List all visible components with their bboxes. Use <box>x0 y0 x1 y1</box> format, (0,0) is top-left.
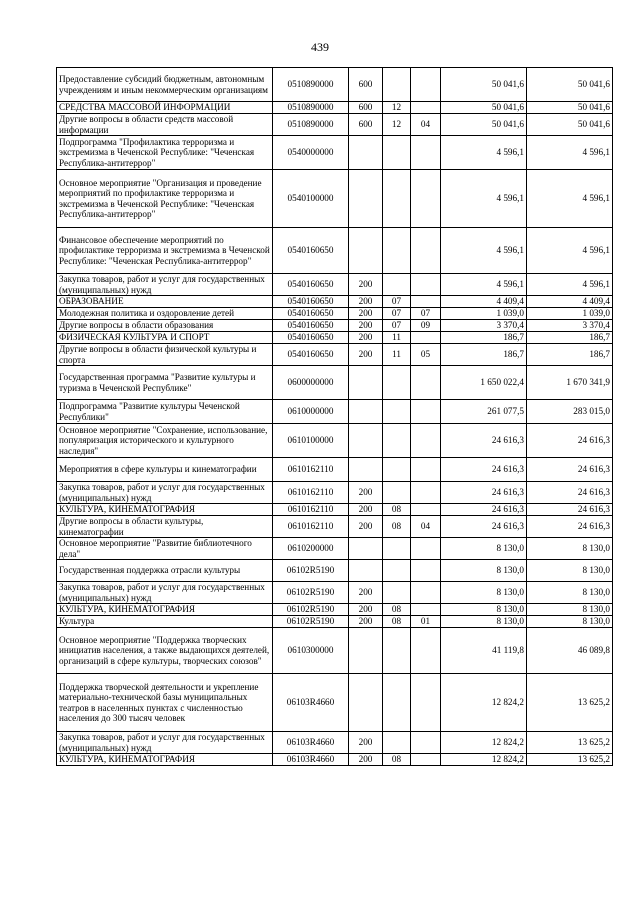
row-name: Другие вопросы в области физической культуры и спорта <box>57 344 273 366</box>
table-row <box>57 308 613 320</box>
expense-type: 600 <box>349 68 383 102</box>
subsection <box>411 366 441 400</box>
row-name: Мероприятия в сфере культуры и кинематографии <box>57 458 273 482</box>
amount-year-1: 12 824,2 <box>441 732 527 754</box>
amount-year-1: 50 041,6 <box>441 102 527 114</box>
expense-type: 200 <box>349 504 383 516</box>
expense-type <box>349 458 383 482</box>
subsection <box>411 754 441 766</box>
target-code: 0540160650 <box>273 332 349 344</box>
subsection <box>411 504 441 516</box>
amount-year-2: 24 616,3 <box>527 482 613 504</box>
amount-year-2: 1 039,0 <box>527 308 613 320</box>
amount-year-2: 8 130,0 <box>527 616 613 628</box>
amount-year-2: 50 041,6 <box>527 102 613 114</box>
table-row <box>57 516 613 538</box>
amount-year-2: 24 616,3 <box>527 424 613 458</box>
target-code: 0610200000 <box>273 538 349 560</box>
amount-year-2: 4 596,1 <box>527 274 613 296</box>
section: 07 <box>383 308 411 320</box>
amount-year-1: 4 596,1 <box>441 274 527 296</box>
table-row <box>57 228 613 274</box>
table-row <box>57 68 613 102</box>
subsection <box>411 400 441 424</box>
expense-type: 200 <box>349 604 383 616</box>
expense-type <box>349 366 383 400</box>
row-name: ОБРАЗОВАНИЕ <box>57 296 273 308</box>
amount-year-1: 24 616,3 <box>441 458 527 482</box>
amount-year-2: 13 625,2 <box>527 732 613 754</box>
table-row <box>57 628 613 674</box>
amount-year-2: 4 596,1 <box>527 170 613 228</box>
section: 08 <box>383 604 411 616</box>
target-code: 06102R5190 <box>273 560 349 582</box>
expense-type <box>349 136 383 170</box>
expense-type: 200 <box>349 582 383 604</box>
amount-year-1: 1 039,0 <box>441 308 527 320</box>
budget-table <box>56 67 613 766</box>
target-code: 0610162110 <box>273 504 349 516</box>
amount-year-2: 4 409,4 <box>527 296 613 308</box>
amount-year-2: 8 130,0 <box>527 560 613 582</box>
table-row <box>57 136 613 170</box>
section <box>383 136 411 170</box>
table-row <box>57 458 613 482</box>
amount-year-1: 8 130,0 <box>441 604 527 616</box>
target-code: 06102R5190 <box>273 582 349 604</box>
amount-year-2: 186,7 <box>527 344 613 366</box>
amount-year-2: 50 041,6 <box>527 114 613 136</box>
row-name: Основное мероприятие "Сохранение, использование, популяризация исторического и культурного наследия" <box>57 424 273 458</box>
target-code: 0610000000 <box>273 400 349 424</box>
subsection: 09 <box>411 320 441 332</box>
section: 12 <box>383 114 411 136</box>
row-name: Культура <box>57 616 273 628</box>
amount-year-2: 24 616,3 <box>527 504 613 516</box>
table-row <box>57 560 613 582</box>
amount-year-2: 24 616,3 <box>527 458 613 482</box>
section <box>383 400 411 424</box>
expense-type: 200 <box>349 320 383 332</box>
expense-type <box>349 170 383 228</box>
amount-year-2: 3 370,4 <box>527 320 613 332</box>
row-name: Подпрограмма "Профилактика терроризма и экстремизма в Чеченской Республике: "Чеченская Республика-антитеррор" <box>57 136 273 170</box>
amount-year-1: 24 616,3 <box>441 516 527 538</box>
section <box>383 228 411 274</box>
amount-year-1: 50 041,6 <box>441 68 527 102</box>
amount-year-2: 283 015,0 <box>527 400 613 424</box>
expense-type <box>349 560 383 582</box>
table-row <box>57 754 613 766</box>
subsection <box>411 136 441 170</box>
table-row <box>57 732 613 754</box>
row-name: КУЛЬТУРА, КИНЕМАТОГРАФИЯ <box>57 504 273 516</box>
section <box>383 582 411 604</box>
amount-year-1: 8 130,0 <box>441 560 527 582</box>
expense-type: 200 <box>349 274 383 296</box>
expense-type: 200 <box>349 296 383 308</box>
table-row <box>57 320 613 332</box>
amount-year-1: 24 616,3 <box>441 424 527 458</box>
row-name: Другие вопросы в области культуры, кинематографии <box>57 516 273 538</box>
section <box>383 274 411 296</box>
target-code: 06102R5190 <box>273 604 349 616</box>
amount-year-1: 186,7 <box>441 344 527 366</box>
amount-year-2: 13 625,2 <box>527 674 613 732</box>
subsection <box>411 296 441 308</box>
amount-year-1: 8 130,0 <box>441 538 527 560</box>
row-name: Государственная поддержка отрасли культуры <box>57 560 273 582</box>
section: 11 <box>383 344 411 366</box>
target-code: 0540000000 <box>273 136 349 170</box>
subsection: 04 <box>411 516 441 538</box>
subsection <box>411 102 441 114</box>
amount-year-1: 24 616,3 <box>441 482 527 504</box>
table-row <box>57 482 613 504</box>
row-name: Предоставление субсидий бюджетным, автономным учреждениям и иным некоммерческим организациям <box>57 68 273 102</box>
section: 12 <box>383 102 411 114</box>
section <box>383 68 411 102</box>
row-name: Молодежная политика и оздоровление детей <box>57 308 273 320</box>
subsection <box>411 482 441 504</box>
section: 11 <box>383 332 411 344</box>
target-code: 0540160650 <box>273 296 349 308</box>
table-row <box>57 114 613 136</box>
expense-type: 200 <box>349 308 383 320</box>
amount-year-1: 261 077,5 <box>441 400 527 424</box>
amount-year-1: 186,7 <box>441 332 527 344</box>
subsection: 05 <box>411 344 441 366</box>
target-code: 06103R4660 <box>273 732 349 754</box>
row-name: КУЛЬТУРА, КИНЕМАТОГРАФИЯ <box>57 604 273 616</box>
expense-type: 200 <box>349 732 383 754</box>
amount-year-1: 4 409,4 <box>441 296 527 308</box>
target-code: 06103R4660 <box>273 674 349 732</box>
amount-year-1: 50 041,6 <box>441 114 527 136</box>
subsection <box>411 332 441 344</box>
row-name: Основное мероприятие "Организация и проведение мероприятий по профилактике терроризма и экстремизма в Чеченской Республике: "Чеченская Республика-антитеррор" <box>57 170 273 228</box>
amount-year-2: 8 130,0 <box>527 604 613 616</box>
subsection <box>411 170 441 228</box>
section <box>383 674 411 732</box>
target-code: 06103R4660 <box>273 754 349 766</box>
table-row <box>57 604 613 616</box>
section: 08 <box>383 616 411 628</box>
subsection <box>411 228 441 274</box>
subsection <box>411 68 441 102</box>
subsection <box>411 628 441 674</box>
amount-year-2: 1 670 341,9 <box>527 366 613 400</box>
target-code: 0510890000 <box>273 102 349 114</box>
section <box>383 628 411 674</box>
row-name: Закупка товаров, работ и услуг для государственных (муниципальных) нужд <box>57 482 273 504</box>
amount-year-1: 4 596,1 <box>441 228 527 274</box>
target-code: 0540160650 <box>273 344 349 366</box>
expense-type: 200 <box>349 344 383 366</box>
table-row <box>57 400 613 424</box>
amount-year-2: 4 596,1 <box>527 228 613 274</box>
expense-type: 600 <box>349 114 383 136</box>
target-code: 0510890000 <box>273 68 349 102</box>
target-code: 06102R5190 <box>273 616 349 628</box>
table-row <box>57 102 613 114</box>
amount-year-1: 4 596,1 <box>441 170 527 228</box>
section <box>383 458 411 482</box>
row-name: Основное мероприятие "Поддержка творческих инициатив населения, а также выдающихся деятелей, организаций в сфере культуры, творческих союзов" <box>57 628 273 674</box>
table-row <box>57 170 613 228</box>
row-name: Закупка товаров, работ и услуг для государственных (муниципальных) нужд <box>57 582 273 604</box>
subsection <box>411 604 441 616</box>
section: 08 <box>383 504 411 516</box>
row-name: ФИЗИЧЕСКАЯ КУЛЬТУРА И СПОРТ <box>57 332 273 344</box>
expense-type <box>349 674 383 732</box>
expense-type: 200 <box>349 482 383 504</box>
expense-type <box>349 400 383 424</box>
amount-year-1: 1 650 022,4 <box>441 366 527 400</box>
target-code: 0540160650 <box>273 274 349 296</box>
amount-year-2: 50 041,6 <box>527 68 613 102</box>
row-name: Финансовое обеспечение мероприятий по профилактике терроризма и экстремизма в Чеченской Республике: "Чеченская Республика-антитеррор" <box>57 228 273 274</box>
subsection <box>411 458 441 482</box>
amount-year-1: 4 596,1 <box>441 136 527 170</box>
section: 08 <box>383 516 411 538</box>
row-name: Подпрограмма "Развитие культуры Чеченской Республики" <box>57 400 273 424</box>
amount-year-1: 24 616,3 <box>441 504 527 516</box>
expense-type <box>349 228 383 274</box>
expense-type: 200 <box>349 754 383 766</box>
amount-year-1: 41 119,8 <box>441 628 527 674</box>
target-code: 0510890000 <box>273 114 349 136</box>
subsection <box>411 560 441 582</box>
subsection <box>411 274 441 296</box>
section <box>383 538 411 560</box>
section <box>383 424 411 458</box>
table-row <box>57 538 613 560</box>
amount-year-1: 12 824,2 <box>441 674 527 732</box>
expense-type <box>349 538 383 560</box>
table-row <box>57 344 613 366</box>
target-code: 0610100000 <box>273 424 349 458</box>
target-code: 0600000000 <box>273 366 349 400</box>
amount-year-2: 8 130,0 <box>527 582 613 604</box>
amount-year-2: 13 625,2 <box>527 754 613 766</box>
target-code: 0540160650 <box>273 228 349 274</box>
target-code: 0610162110 <box>273 482 349 504</box>
amount-year-1: 8 130,0 <box>441 582 527 604</box>
target-code: 0540160650 <box>273 320 349 332</box>
table-row <box>57 674 613 732</box>
row-name: Другие вопросы в области образования <box>57 320 273 332</box>
subsection: 01 <box>411 616 441 628</box>
amount-year-1: 12 824,2 <box>441 754 527 766</box>
table-row <box>57 274 613 296</box>
section: 07 <box>383 320 411 332</box>
section: 07 <box>383 296 411 308</box>
row-name: Другие вопросы в области средств массовой информации <box>57 114 273 136</box>
subsection <box>411 732 441 754</box>
expense-type <box>349 628 383 674</box>
section <box>383 170 411 228</box>
subsection: 04 <box>411 114 441 136</box>
target-code: 0610162110 <box>273 458 349 482</box>
amount-year-2: 8 130,0 <box>527 538 613 560</box>
section <box>383 482 411 504</box>
row-name: КУЛЬТУРА, КИНЕМАТОГРАФИЯ <box>57 754 273 766</box>
row-name: Поддержка творческой деятельности и укрепление материально-технической базы муниципальных театров в населенных пунктах с численностью населения до 300 тысяч человек <box>57 674 273 732</box>
table-row <box>57 424 613 458</box>
row-name: СРЕДСТВА МАССОВОЙ ИНФОРМАЦИИ <box>57 102 273 114</box>
table-row <box>57 332 613 344</box>
amount-year-1: 8 130,0 <box>441 616 527 628</box>
table-row <box>57 582 613 604</box>
amount-year-2: 4 596,1 <box>527 136 613 170</box>
amount-year-2: 24 616,3 <box>527 516 613 538</box>
subsection <box>411 582 441 604</box>
page-number: 439 <box>311 40 329 54</box>
subsection <box>411 538 441 560</box>
row-name: Основное мероприятие "Развитие библиотечного дела" <box>57 538 273 560</box>
row-name: Закупка товаров, работ и услуг для государственных (муниципальных) нужд <box>57 274 273 296</box>
expense-type: 200 <box>349 616 383 628</box>
expense-type: 200 <box>349 332 383 344</box>
row-name: Закупка товаров, работ и услуг для государственных (муниципальных) нужд <box>57 732 273 754</box>
section <box>383 366 411 400</box>
expense-type: 600 <box>349 102 383 114</box>
target-code: 0540160650 <box>273 308 349 320</box>
target-code: 0540100000 <box>273 170 349 228</box>
subsection <box>411 674 441 732</box>
table-row <box>57 296 613 308</box>
target-code: 0610162110 <box>273 516 349 538</box>
expense-type: 200 <box>349 516 383 538</box>
amount-year-2: 186,7 <box>527 332 613 344</box>
table-row <box>57 366 613 400</box>
amount-year-2: 46 089,8 <box>527 628 613 674</box>
section: 08 <box>383 754 411 766</box>
row-name: Государственная программа "Развитие культуры и туризма в Чеченской Республике" <box>57 366 273 400</box>
subsection: 07 <box>411 308 441 320</box>
section <box>383 560 411 582</box>
target-code: 0610300000 <box>273 628 349 674</box>
amount-year-1: 3 370,4 <box>441 320 527 332</box>
table-row <box>57 504 613 516</box>
subsection <box>411 424 441 458</box>
table-row <box>57 616 613 628</box>
section <box>383 732 411 754</box>
expense-type <box>349 424 383 458</box>
